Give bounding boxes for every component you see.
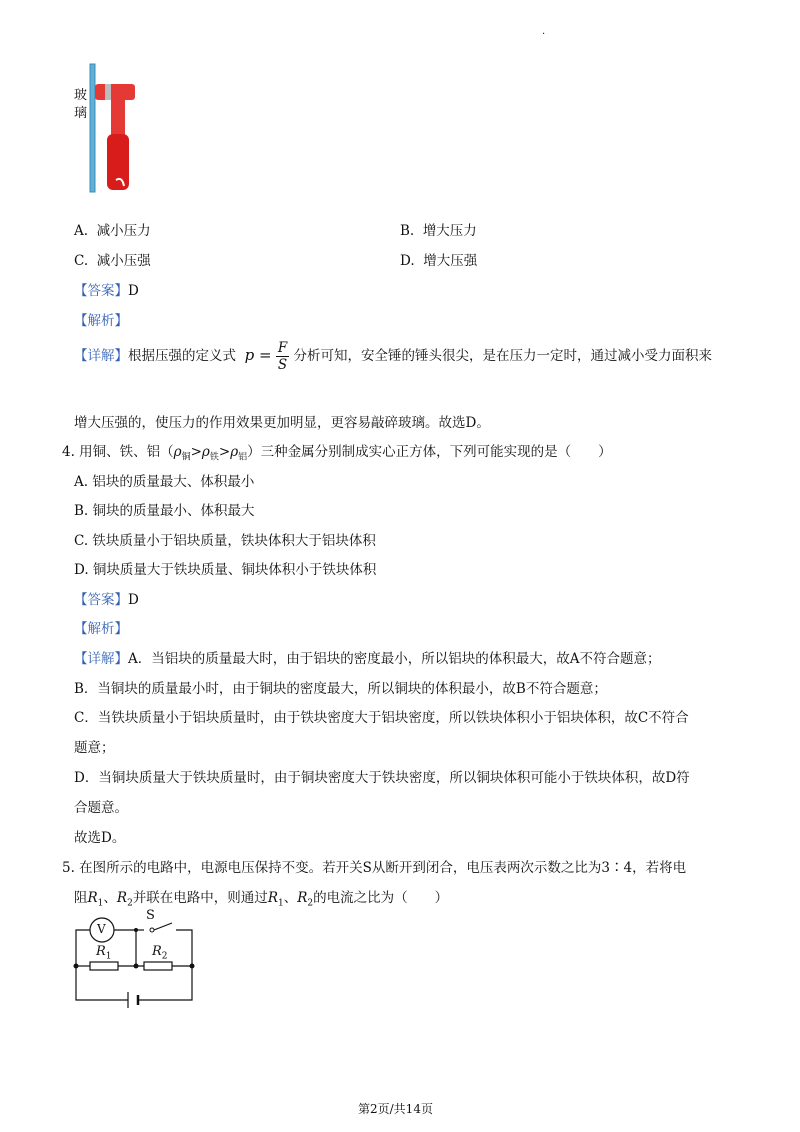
q5-stem-line2: 阻$R_1$、$R_2$并联在电路中，则通过$R_1$、$R_2$的电流之比为（ ） [74,890,449,909]
glass-label-1: 玻 [74,88,88,103]
r1-label: $R_1$ [96,944,112,962]
hammer-handle [107,134,129,190]
glass-pane [90,64,95,192]
switch-label: S [146,908,155,923]
voltmeter-label: V [97,922,106,936]
pressure-formula-fraction: $\frac{F}{S}$ [277,340,288,373]
page-footer: 第2页/共14页 [358,1102,433,1116]
safety-hammer-figure [70,62,140,194]
top-dot: . [542,26,546,37]
q3-answer: 【答案】D [74,283,139,299]
q3-option-a: A. 减小压力 [74,223,151,239]
q4-option-d: D. 铜块质量大于铁块质量、铜块体积小于铁块体积 [74,562,377,578]
q4-detail-line5: D．当铜块质量大于铁块质量时，由于铜块密度大于铁块密度，所以铜块体积可能小于铁块体积，故D符 [74,770,690,786]
q4-answer: 【答案】D [74,592,139,608]
q4-stem: 4. 用铜、铁、铝$(\rho_铜>\rho_铁>\rho_铝)$三种金属分别制成实心正方体，下列可能实现的是（ ） [62,444,612,463]
hammer-head [95,84,135,100]
q4-detail-line4: 题意； [74,740,115,756]
q3-detail-line1: 【详解】根据压强的定义式 p = $\frac{F}{S}$ 分析可知，安全锤的锤头很尖，是在压力一定时，通过减小受力面积来 [74,340,713,373]
q4-detail-line1: 【详解】A．当铝块的质量最大时，由于铝块的密度最小，所以铝块的体积最大，故A不符合题意； [74,651,661,667]
circuit-diagram [66,908,206,1012]
glass-label-2: 璃 [74,106,88,121]
q3-option-c: C. 减小压强 [74,253,151,269]
q5-stem-line1: 5. 在图所示的电路中，电源电压保持不变。若开关S从断开到闭合，电压表两次示数之比为3∶4，若将电 [62,860,687,876]
q4-detail-line7: 故选D。 [74,830,126,846]
q3-detail-line2: 增大压强的，使压力的作用效果更加明显，更容易敲碎玻璃。故选D。 [74,415,490,431]
q4-option-a: A. 铝块的质量最大、体积最小 [74,474,255,490]
q3-analysis-tag: 【解析】 [74,313,128,329]
q3-option-d: D. 增大压强 [400,253,478,269]
q4-detail-line3: C．当铁块质量小于铝块质量时，由于铁块密度大于铝块密度，所以铁块体积小于铝块体积，故C不符合 [74,710,689,726]
q4-option-c: C. 铁块质量小于铝块质量，铁块体积大于铝块体积 [74,533,376,549]
q4-analysis-tag: 【解析】 [74,621,128,637]
r2-label: $R_2$ [152,944,168,962]
q4-option-b: B. 铜块的质量最小、体积最大 [74,503,255,519]
q4-detail-line2: B．当铜块的质量最小时，由于铜块的密度最大，所以铜块的体积最小，故B不符合题意； [74,681,607,697]
q4-detail-line6: 合题意。 [74,800,128,816]
hammer-neck [111,98,125,136]
q3-option-b: B. 增大压力 [400,223,477,239]
